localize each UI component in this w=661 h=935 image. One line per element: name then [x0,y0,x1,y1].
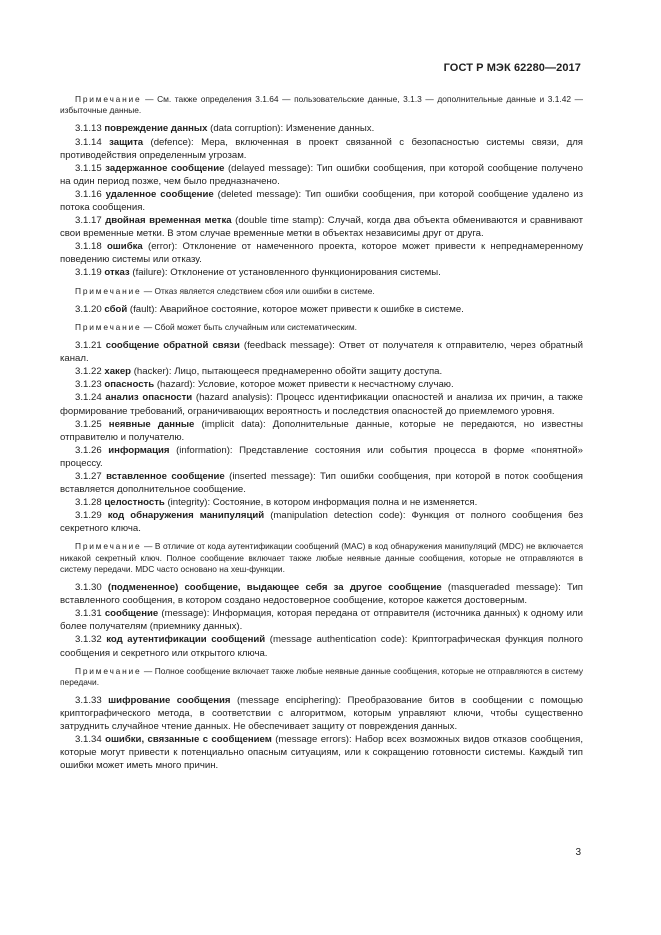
note-text: Отказ является следствием сбоя или ошибки в системе. [154,285,375,296]
note-paragraph [60,94,583,116]
note-dash: — [141,285,155,296]
definition-term: целостность [104,497,165,509]
note-paragraph [60,286,583,297]
definition-number: 3.1.18 [75,241,102,253]
definition-entry [60,136,583,162]
definition-text: (data corruption): Изменение данных. [207,123,375,135]
definition-number: 3.1.31 [75,608,102,620]
definition-term: вставленное сообщение [106,470,225,482]
definition-number: 3.1.25 [75,418,102,430]
definition-term: неявные данные [108,418,195,430]
definition-term: ошибки, связанные с сообщением [105,734,272,746]
definition-term: сообщение [104,608,159,620]
note-text: Полное сообщение включает также любые неявные данные сообщения, которые не отправляются в систему передачи. [60,665,584,687]
definition-number: 3.1.24 [75,392,102,404]
definition-number: 3.1.19 [75,267,102,279]
definition-entry [60,214,583,240]
definition-entry [60,339,583,365]
note-label: Примечание [75,665,142,676]
definition-term: ошибка [106,241,143,253]
definition-entry [60,581,583,607]
note-text: Сбой может быть случайным или систематическим. [154,321,357,332]
note-paragraph [60,541,583,575]
definition-text: (deleted message): Тип ошибки сообщения, при которой сообщение удалено из потока сообщения. [60,188,583,213]
definition-term: удаленное сообщение [105,188,214,200]
note-dash: — [141,541,155,552]
definition-entry [60,509,583,535]
definition-text: (error): Отклонение от намеченного проекта, которое может привести к непреднамеренному поведению системы или отказу. [60,241,583,266]
definition-text: (inserted message): Тип ошибки сообщения, при которой в поток сообщения вставляется дополнительное сообщение. [60,470,583,496]
definition-term: информация [108,444,170,456]
definition-term: задержанное сообщение [105,162,225,174]
definition-text: (information): Представление состояния или события процесса в форме «понятной» процессу. [60,444,583,469]
definition-term: (подмененное) сообщение, выдающее себя за другое сообщение [107,582,442,594]
definition-entry [60,607,583,633]
definition-number: 3.1.28 [75,497,102,509]
definition-entry [60,694,583,733]
definition-number: 3.1.21 [75,340,102,352]
definition-text: (integrity): Состояние, в котором информация полна и не изменяется. [164,497,478,509]
definition-text: (message authentication code): Криптографическая функция полного сообщения и секретного или открытого ключа. [60,634,583,659]
definition-text: (message): Информация, которая передана от отправителя (источника данных) к одному или более получателям (приемнику данных). [60,608,583,633]
note-dash: — [141,321,155,332]
definition-number: 3.1.20 [75,303,102,315]
definition-number: 3.1.27 [75,470,102,482]
definition-text: (hazard analysis): Процесс идентификации опасностей и анализа их причин, а также формирование требований, ограничивающих вероятность и последствия опасностей до приемлемого уровня. [60,392,583,417]
definition-entry [60,633,583,659]
definition-term: повреждение данных [104,123,208,135]
definition-number: 3.1.13 [75,123,102,135]
definition-number: 3.1.15 [75,162,102,174]
definition-number: 3.1.14 [75,136,102,148]
note-label: Примечание [75,321,142,332]
definition-entry [60,444,583,470]
definition-entry [60,266,583,279]
definition-term: шифрование сообщения [108,695,231,707]
definition-number: 3.1.33 [75,695,102,707]
definition-number: 3.1.23 [75,379,102,391]
definition-entry [60,188,583,214]
definition-text: (delayed message): Тип ошибки сообщения, при которой сообщение получено на один период позже, чем было предназначено. [60,162,583,187]
note-label: Примечание [75,285,142,296]
definition-entry [60,162,583,188]
definition-text: (masqueraded message): Тип вставленного сообщения, в котором создано недостоверное сообщение, которое кажется достоверным. [60,582,584,607]
definition-term: код аутентификации сообщений [106,634,266,646]
definition-term: анализ опасности [105,392,193,404]
definition-text: (message errors): Набор всех возможных видов отказов сообщения, которые могут привести к потенциально опасным ситуациям, или к сокращению готовности системы. Каждый тип ошибки может иметь много причин. [60,734,583,772]
definition-text: (defence): Мера, включенная в проект связанной с безопасностью системы связи, для противодействия определенным угрозам. [60,136,583,161]
definition-text: (implicit data): Дополнительные данные, которые не передаются, но известны отправителю и получателю. [60,418,583,443]
definition-entry [60,470,583,496]
definition-entry [60,240,583,266]
note-paragraph [60,666,583,688]
definition-number: 3.1.30 [75,582,102,594]
document-standard-title: ГОСТ Р МЭК 62280—2017 [443,62,581,74]
definitions-content [60,94,583,773]
definition-term: сбой [104,303,128,315]
definition-term: отказ [104,267,130,279]
definition-number: 3.1.29 [75,510,102,522]
definition-text: (fault): Аварийное состояние, которое может привести к ошибке в системе. [127,303,464,315]
definition-term: код обнаружения манипуляций [107,510,265,522]
note-label: Примечание [75,541,142,552]
definition-text: (double time stamp): Случай, когда два объекта обмениваются и сравнивают свои временные метки. В этом случае временные метки в объектах независимы друг от друга. [60,215,583,240]
definition-text: (feedback message): Ответ от получателя к отправителю, через обратный канал. [60,340,583,365]
note-text: См. также определения 3.1.64 — пользовательские данные, 3.1.3 — дополнительные данные и 3.1.42 — избыточные данные. [60,94,583,116]
definition-term: двойная временная метка [105,215,232,227]
definition-number: 3.1.34 [75,734,102,746]
definition-number: 3.1.16 [75,188,102,200]
definition-term: хакер [104,366,132,378]
definition-entry [60,365,583,378]
definition-text: (failure): Отклонение от установленного функционирования системы. [129,267,441,279]
definition-number: 3.1.17 [75,215,102,227]
note-paragraph [60,322,583,333]
definition-text: (hacker): Лицо, пытающееся преднамеренно обойти защиту доступа. [131,366,443,378]
definition-entry [60,418,583,444]
definition-term: защита [109,136,144,148]
definition-number: 3.1.22 [75,366,102,378]
definition-text: (message enciphering): Преобразование битов в сообщении с помощью криптографического метода, в соответствии с алгоритмом, которым управляют ключи, чтобы существенно затруднить случайное чтение данных. Не обеспечивает защиту от повреждения данных. [60,695,583,733]
definition-entry [60,496,583,509]
note-label: Примечание [75,94,142,104]
definition-entry [60,122,583,135]
definition-term: опасность [104,379,155,391]
page-number: 3 [575,847,581,858]
definition-number: 3.1.26 [75,444,102,456]
definition-entry [60,378,583,391]
definition-entry [60,303,583,316]
definition-entry [60,733,583,772]
definition-term: сообщение обратной связи [105,340,240,352]
note-text: В отличие от кода аутентификации сообщений (MAC) в код обнаружения манипуляций (MDC) не включается никакой секретный ключ. Полное сообщение включает также любые неявные данные сообщения, которые не отправляются в систему передачи. MDC часто основано на хеш-функции. [60,541,583,574]
note-dash: — [141,94,158,104]
note-dash: — [141,665,155,676]
definition-text: (hazard): Условие, которое может привести к несчастному случаю. [154,379,454,391]
definition-number: 3.1.32 [75,634,102,646]
definition-text: (manipulation detection code): Функция от полного сообщения без секретного ключа. [60,510,584,535]
definition-entry [60,391,583,417]
